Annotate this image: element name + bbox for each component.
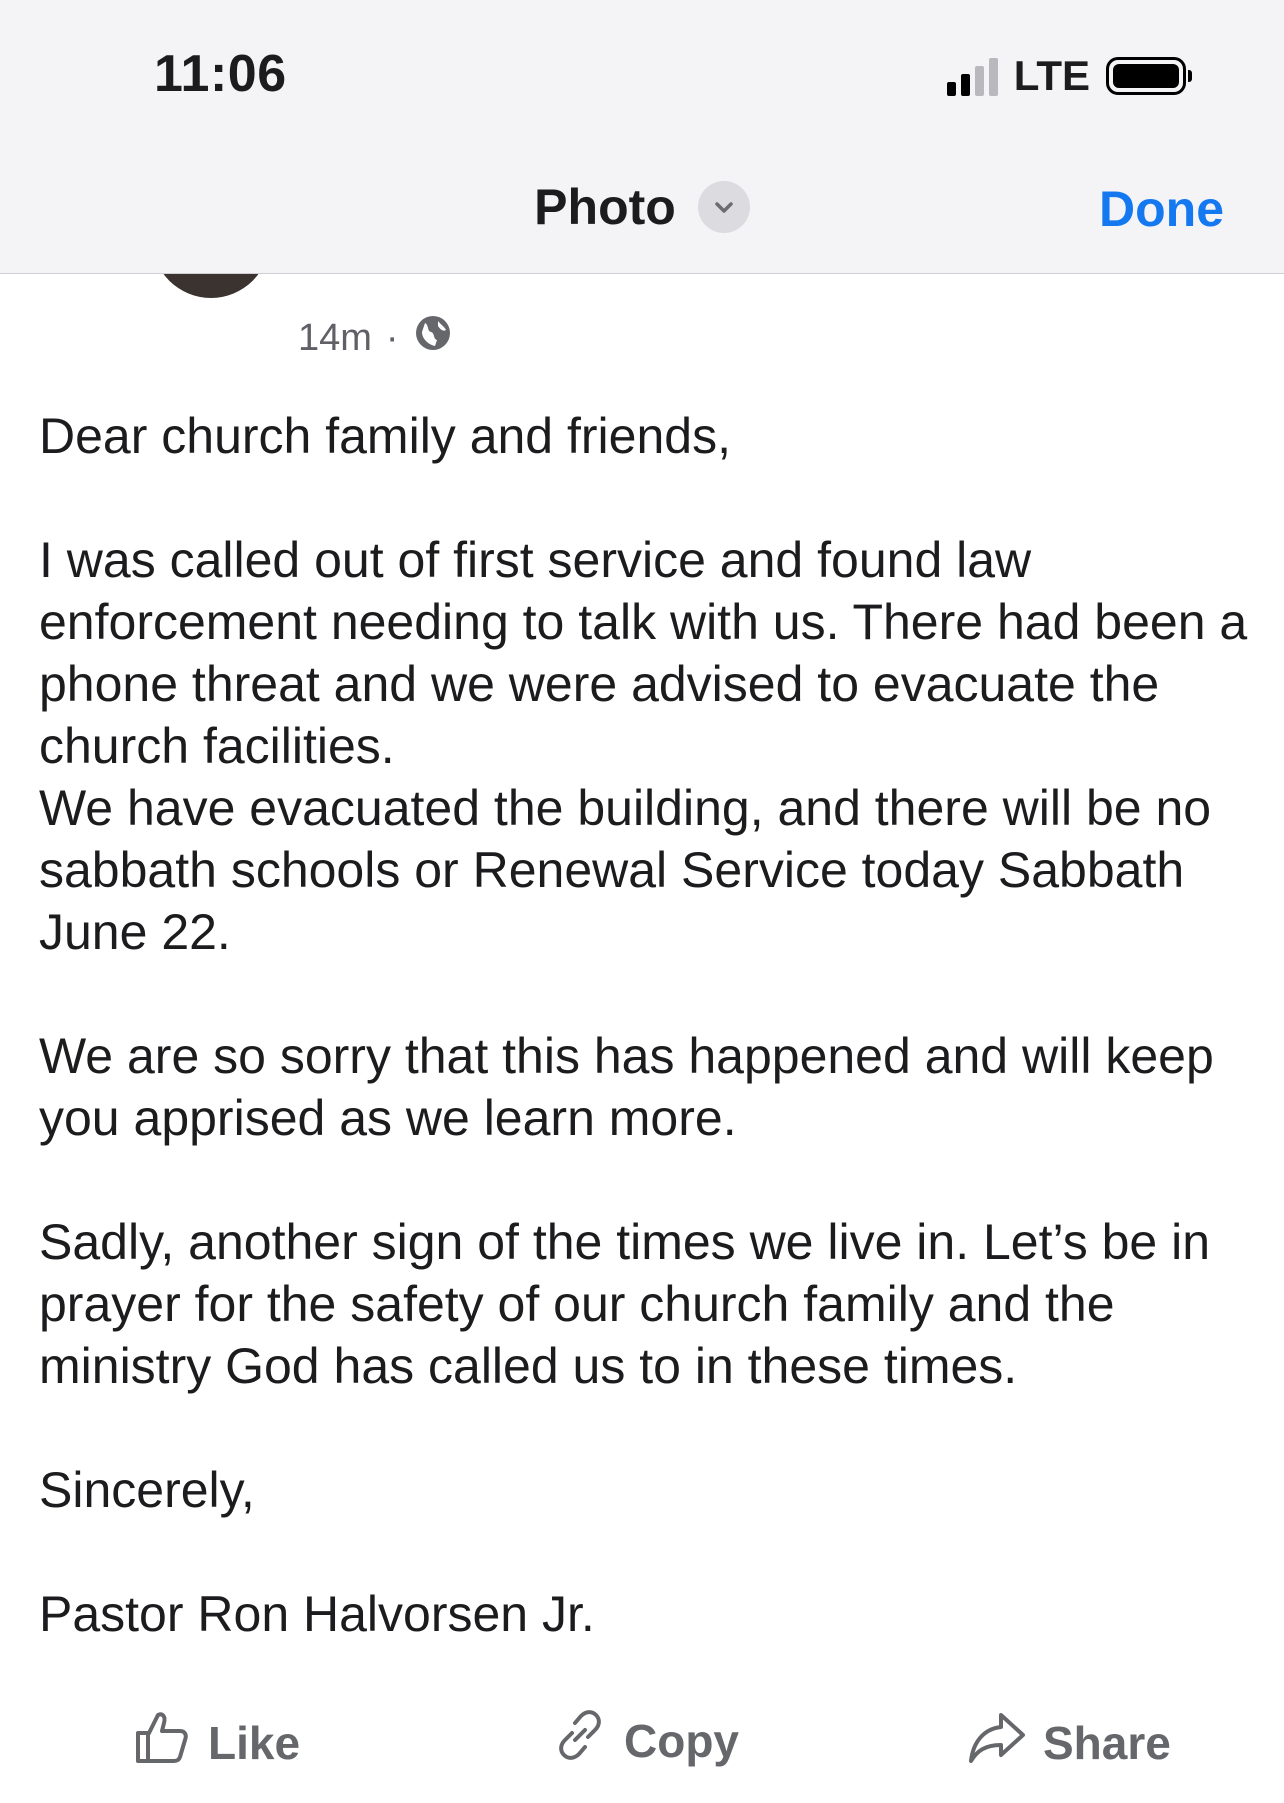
post-paragraph: Sadly, another sign of the times we live in. Let’s be in prayer for the safety of our church family and the ministry God has called us to in these times.: [39, 1214, 1211, 1394]
status-indicators: [947, 52, 1186, 100]
copy-label: Copy: [624, 1714, 739, 1767]
nav-title[interactable]: [0, 178, 1284, 236]
link-icon: [550, 1705, 610, 1776]
paragraph-gap: [39, 467, 1259, 529]
meta-separator: ·: [385, 316, 399, 359]
post-paragraph: Sincerely,: [39, 1462, 255, 1518]
paragraph-gap: [39, 1521, 1259, 1583]
done-button[interactable]: Done: [1099, 181, 1224, 237]
share-button[interactable]: [965, 1705, 1171, 1780]
paragraph-gap: [39, 1149, 1259, 1211]
signal-bar: [989, 58, 998, 96]
like-label: Like: [208, 1716, 301, 1769]
globe-icon: [413, 313, 453, 363]
signal-bar: [975, 66, 984, 96]
post-body: [39, 405, 1259, 1645]
status-time: 11:06: [154, 45, 287, 103]
share-icon: [965, 1705, 1029, 1780]
post-paragraph: Dear church family and friends,: [39, 408, 731, 464]
paragraph-gap: [39, 963, 1259, 1025]
network-label: LTE: [1013, 52, 1090, 99]
signal-icon: [947, 56, 998, 96]
post-time[interactable]: 14m: [298, 316, 372, 359]
like-button[interactable]: [130, 1705, 300, 1780]
copy-button[interactable]: [550, 1705, 739, 1776]
share-label: Share: [1043, 1716, 1171, 1769]
post-paragraph: We are so sorry that this has happened and will keep you apprised as we learn more.: [39, 1028, 1214, 1146]
top-bar: [0, 0, 1284, 274]
post-actions: [0, 1705, 1284, 1775]
post-paragraph: We have evacuated the building, and there will be no sabbath schools or Renewal Service today Sabbath June 22.: [39, 780, 1212, 960]
paragraph-gap: [39, 1397, 1259, 1459]
battery-icon: [1106, 57, 1186, 95]
post-meta: [298, 313, 453, 363]
nav-title-label: Photo: [534, 179, 676, 235]
thumbs-up-icon: [130, 1705, 194, 1780]
post-paragraph: Pastor Ron Halvorsen Jr.: [39, 1586, 595, 1642]
post-paragraph: I was called out of first service and found law enforcement needing to talk with us. There had been a phone threat and we were advised to evacuate the church facilities.: [39, 532, 1248, 774]
signal-bar: [961, 74, 970, 96]
signal-bar: [947, 82, 956, 96]
chevron-down-icon[interactable]: [698, 181, 750, 233]
